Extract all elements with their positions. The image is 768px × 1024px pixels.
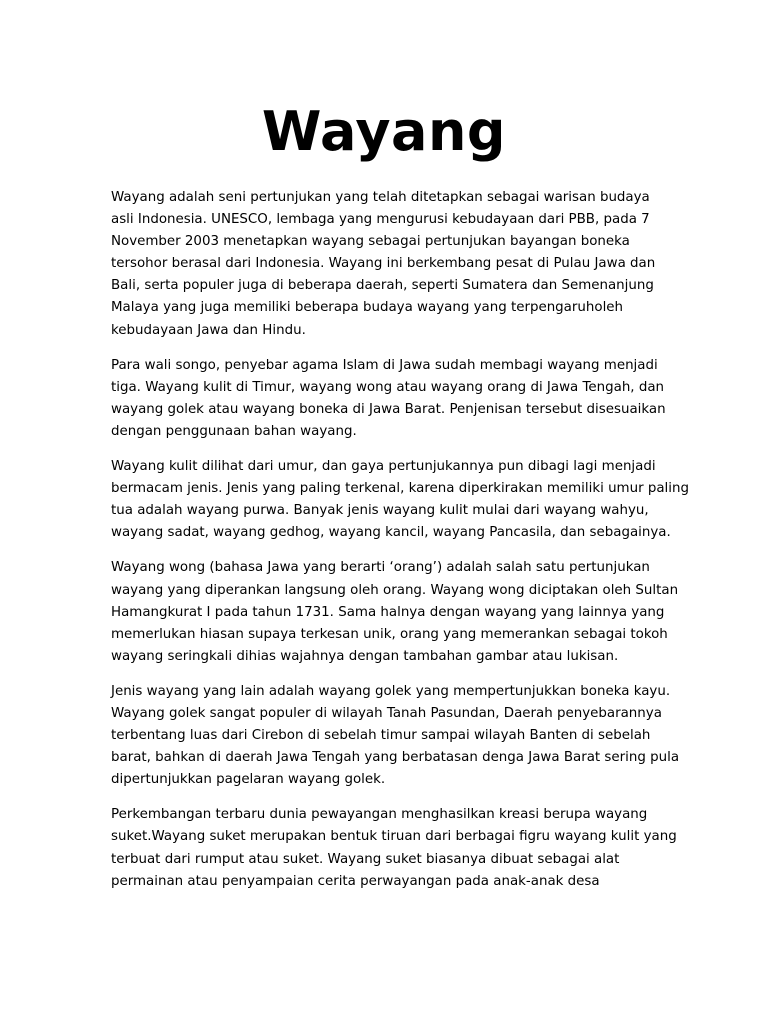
paragraph-line: Malaya yang juga memiliki beberapa budaya wayang yang terpengaruholeh (111, 300, 624, 316)
paragraph-line: memerlukan hiasan supaya terkesan unik, orang yang memerankan sebagai tokoh (111, 626, 668, 642)
paragraph-line: tersohor berasal dari Indonesia. Wayang ini berkembang pesat di Pulau Jawa dan (111, 256, 656, 272)
paragraph-line: dengan penggunaan bahan wayang. (111, 423, 357, 439)
paragraph-line: tua adalah wayang purwa. Banyak jenis wayang kulit mulai dari wayang wahyu, (111, 503, 649, 519)
paragraph-line: Wayang adalah seni pertunjukan yang telah ditetapkan sebagai warisan budaya (111, 190, 650, 205)
paragraph-line: Wayang wong (bahasa Jawa yang berarti ‘orang’) adalah salah satu pertunjukan (111, 560, 650, 576)
paragraph-line: Perkembangan terbaru dunia pewayangan menghasilkan kreasi berupa wayang (111, 807, 648, 823)
paragraph-line: tiga. Wayang kulit di Timur, wayang wong atau wayang orang di Jawa Tengah, dan (111, 379, 665, 395)
paragraph-2 (93, 355, 683, 443)
paragraph-line: Wayang golek sangat populer di wilayah Tanah Pasundan, Daerah penyebarannya (111, 705, 662, 721)
paragraph-line: wayang yang diperankan langsung oleh orang. Wayang wong diciptakan oleh Sultan (111, 582, 679, 598)
paragraph-line: suket.Wayang suket merupakan bentuk tiruan dari berbagai figru wayang kulit yang (111, 829, 677, 845)
document-body (93, 187, 689, 906)
paragraph-line: Para wali songo, penyebar agama Islam di Jawa sudah membagi wayang menjadi (111, 357, 658, 373)
paragraph-line: wayang golek atau wayang boneka di Jawa Barat. Penjenisan tersebut disesuaikan (111, 401, 666, 417)
paragraph-line: wayang seringkali dihias wajahnya dengan tambahan gambar atau lukisan. (111, 648, 619, 664)
paragraph-line: dipertunjukkan pagelaran wayang golek. (111, 772, 386, 788)
paragraph-line: Wayang kulit dilihat dari umur, dan gaya pertunjukannya pun dibagi lagi menjadi (111, 459, 656, 475)
paragraph-line: permainan atau penyampaian cerita perwayangan pada anak-anak desa (111, 873, 600, 889)
paragraph-line: terbentang luas dari Cirebon di sebelah timur sampai wilayah Banten di sebelah (111, 728, 651, 744)
paragraph-line: kebudayaan Jawa dan Hindu. (111, 322, 306, 338)
paragraph-4 (93, 557, 683, 667)
paragraph-line: terbuat dari rumput atau suket. Wayang suket biasanya dibuat sebagai alat (111, 851, 620, 867)
paragraph-line: asli Indonesia. UNESCO, lembaga yang mengurusi kebudayaan dari PBB, pada 7 (111, 212, 650, 228)
paragraph-1 (93, 187, 683, 342)
paragraph-line: Hamangkurat I pada tahun 1731. Sama halnya dengan wayang yang lainnya yang (111, 604, 665, 620)
paragraph-line: November 2003 menetapkan wayang sebagai pertunjukan bayangan boneka (111, 234, 630, 250)
paragraph-3 (93, 456, 689, 544)
paragraph-line: bermacam jenis. Jenis yang paling terkenal, karena diperkirakan memiliki umur paling (111, 481, 689, 497)
paragraph-line: Jenis wayang yang lain adalah wayang golek yang mempertunjukkan boneka kayu. (111, 683, 671, 699)
paragraph-line: Bali, serta populer juga di beberapa daerah, seperti Sumatera dan Semenanjung (111, 278, 654, 294)
paragraph-line: wayang sadat, wayang gedhog, wayang kancil, wayang Pancasila, dan sebagainya. (111, 525, 671, 541)
document-title: Wayang (261, 100, 507, 163)
paragraph-line: barat, bahkan di daerah Jawa Tengah yang berbatasan denga Jawa Barat sering pula (111, 750, 680, 766)
paragraph-5 (93, 681, 683, 791)
paragraph-6 (93, 804, 683, 892)
